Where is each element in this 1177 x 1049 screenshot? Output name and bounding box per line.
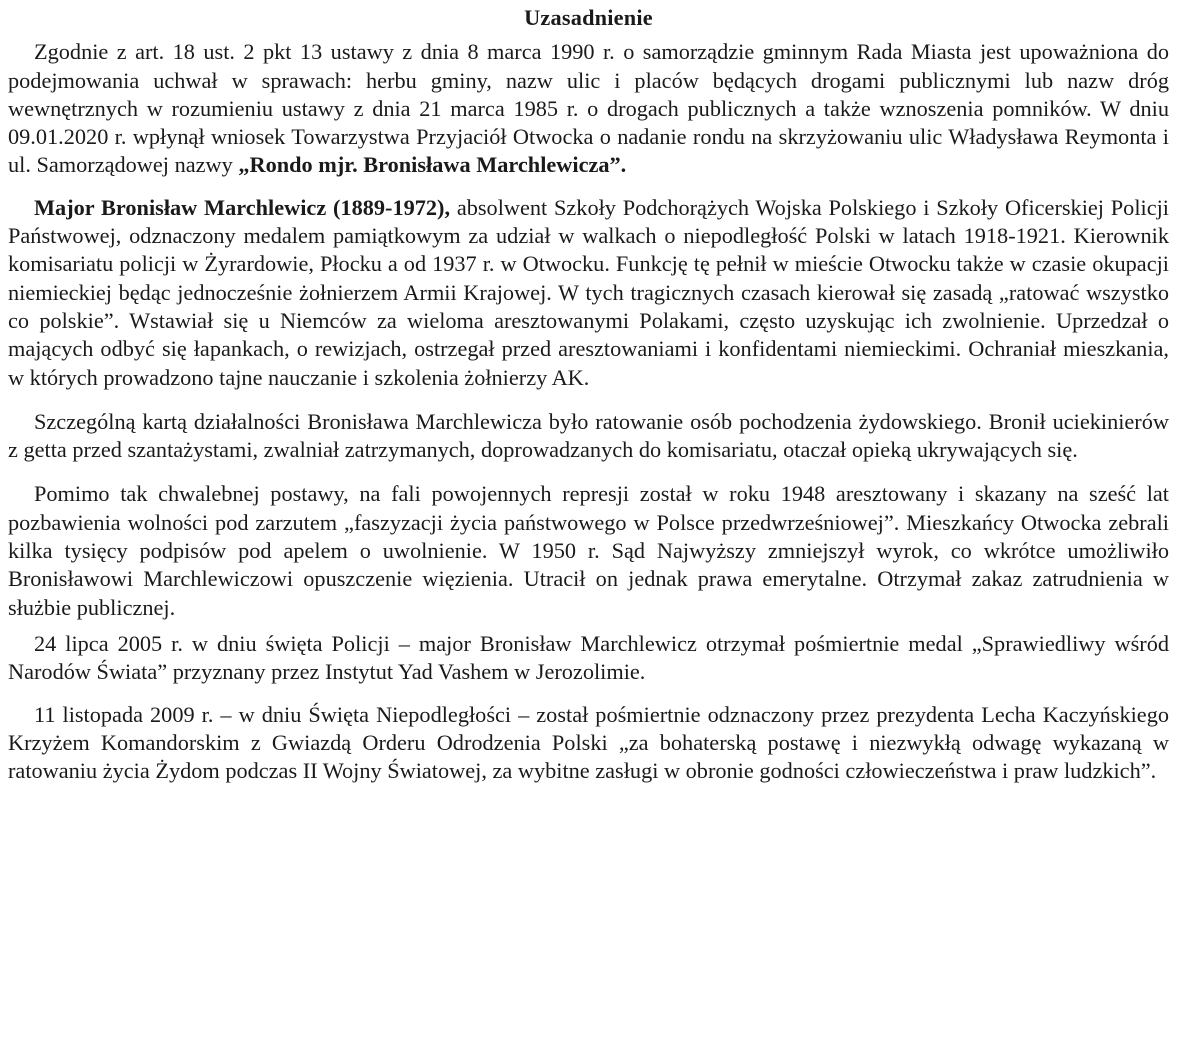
paragraph-legal-basis <box>8 38 1169 179</box>
paragraph-repression: Pomimo tak chwalebnej postawy, na fali powojennych represji został w roku 1948 aresztowany i skazany na sześć lat pozbawienia wolności pod zarzutem „faszyzacji życia państwowego w Polsce przedwrześniowej”. Mieszkańcy Otwocka zebrali kilka tysięcy podpisów pod apelem o uwolnienie. W 1950 r. Sąd Najwyższy zmniejszył wyrok, co wkrótce umożliwiło Bronisławowi Marchlewiczowi opuszczenie więzienia. Utracił on jednak prawa emerytalne. Otrzymał zakaz zatrudnienia w służbie publicznej. <box>8 481 1169 620</box>
paragraph-legal-basis-text: Zgodnie z art. 18 ust. 2 pkt 13 ustawy z dnia 8 marca 1990 r. o samorządzie gminnym Rada Miasta jest upoważniona do podejmowania uchwał w sprawach: herbu gminy, nazw ulic i placów będących drogami publicznymi lub nazw dróg wewnętrznych w rozumieniu ustawy z dnia 21 marca 1985 r. o drogach publicznych a także wznoszenia pomników. W dniu 09.01.2020 r. wpłynął wniosek Towarzystwa Przyjaciół Otwocka o nadanie rondu na skrzyżowaniu ulic Władysława Reymonta i ul. Samorządowej nazwy <box>8 39 1169 178</box>
roundabout-name: „Rondo mjr. Bronisława Marchlewicza”. <box>238 152 627 178</box>
document-title: Uzasadnienie <box>524 5 653 30</box>
paragraph-biography-text: absolwent Szkoły Podchorążych Wojska Polskiego i Szkoły Oficerskiej Policji Państwowej, odznaczony medalem pamiątkowym za udział w walkach o niepodległość Polski w latach 1918-1921. Kierownik komisariatu policji w Żyrardowie, Płocku a od 1937 r. w Otwocku. Funkcję tę pełnił w mieście Otwocku także w czasie okupacji niemieckiej będąc jednocześnie żołnierzem Armii Krajowej. W tych tragicznych czasach kierował się zasadą „ratować wszystko co polskie”. Wstawiał się u Niemców za wieloma aresztowanymi Polakami, często uzyskując ich zwolnienie. Uprzedzał o mających odbyć się łapankach, o rewizjach, ostrzegał przed aresztowaniami i konfidentami niemieckimi. Ochraniał mieszkania, w których prowadzono tajne nauczanie i szkolenia żołnierzy AK. <box>8 194 1169 390</box>
paragraph-rescue: Szczególną kartą działalności Bronisława Marchlewicza było ratowanie osób pochodzenia żydowskiego. Bronił uciekinierów z getta przed szantażystami, zwalniał zatrzymanych, doprowadzanych do komisariatu, otaczał opieką ukrywających się. <box>8 408 1169 463</box>
paragraph-righteous-medal: 24 lipca 2005 r. w dniu święta Policji – major Bronisław Marchlewicz otrzymał pośmiertnie medal „Sprawiedliwy wśród Narodów Świata” przyznany przez Instytut Yad Vashem w Jerozolimie. <box>8 630 1169 685</box>
major-name-heading: Major Bronisław Marchlewicz (1889-1972), <box>34 194 451 220</box>
paragraph-biography <box>8 194 1169 392</box>
paragraph-order-award: 11 listopada 2009 r. – w dniu Święta Niepodległości – został pośmiertnie odznaczony przez prezydenta Lecha Kaczyńskiego Krzyżem Komandorskim z Gwiazdą Orderu Odrodzenia Polski „za bohaterską postawę i niezwykłą odwagę wykazaną w ratowaniu życia Żydom podczas II Wojny Światowej, za wybitne zasługi w obronie godności człowieczeństwa i praw ludzkich”. <box>8 701 1169 784</box>
